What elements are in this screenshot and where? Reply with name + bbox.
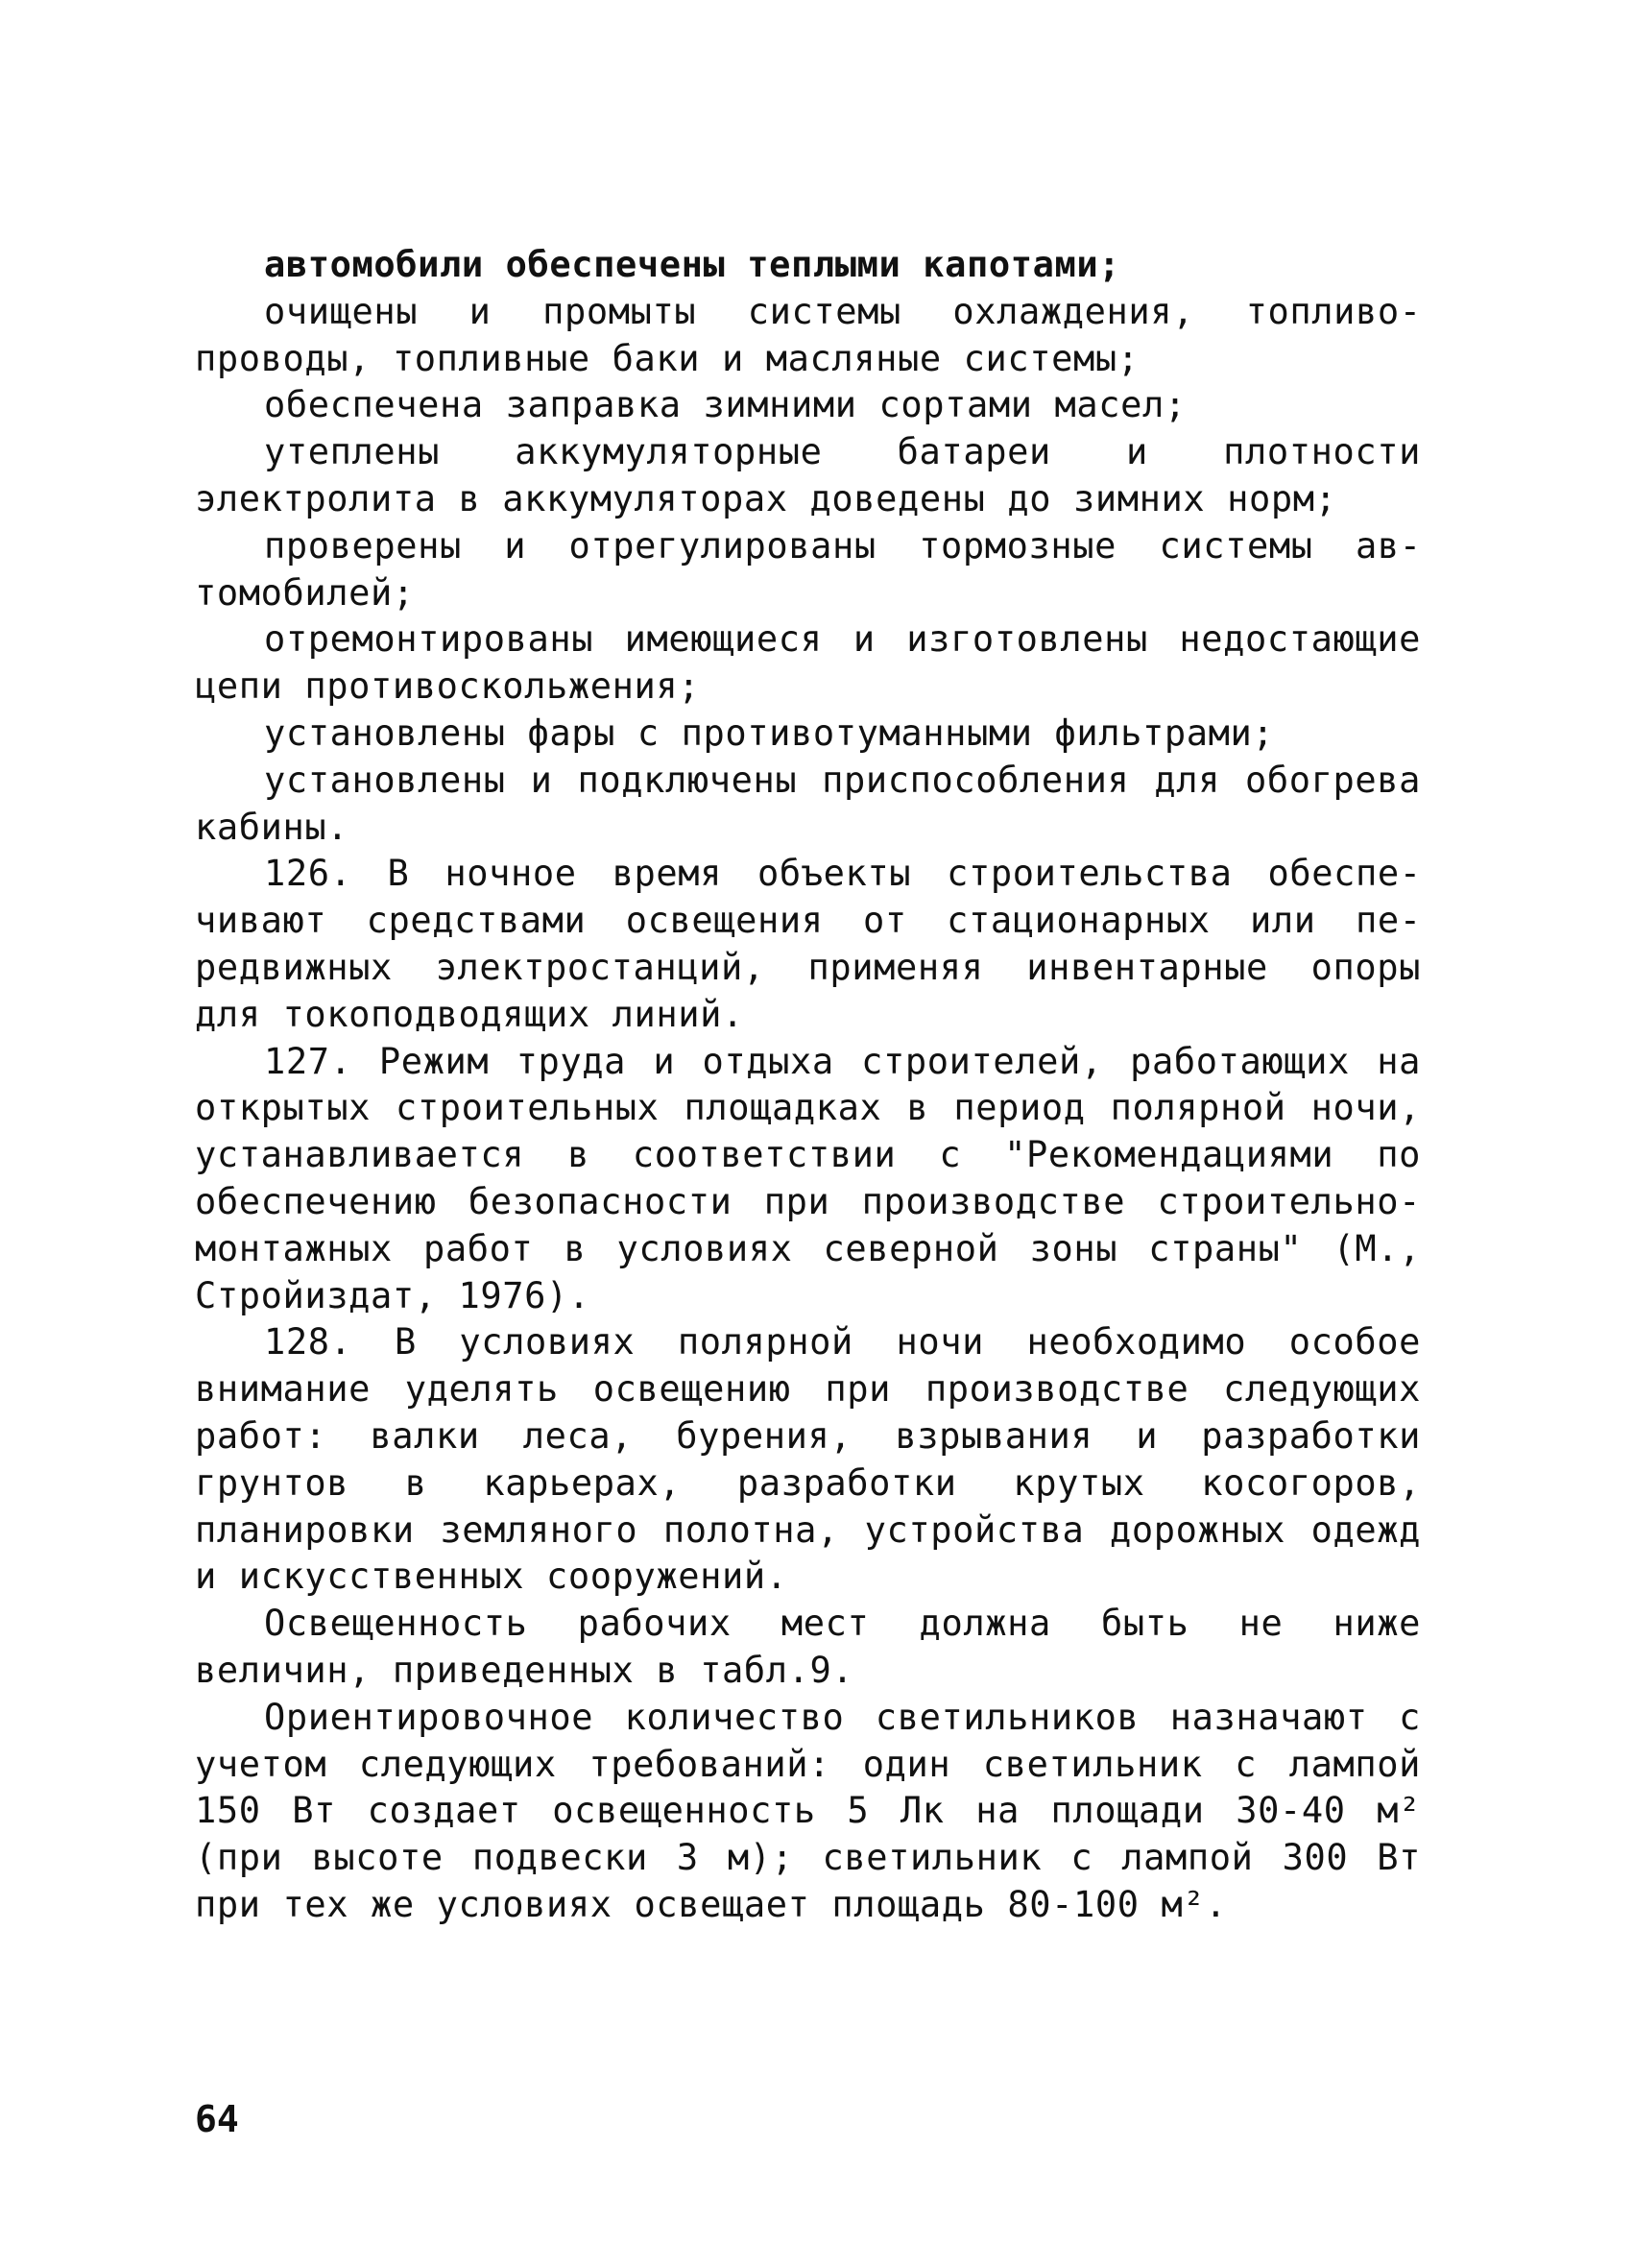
clause-127: 127. Режим труда и отдыха строителей, работающих на открытых строительных площадках в период полярной ночи, устанавливается в соответствии с "Рекомендациями по обеспечению безопасности при производстве строительно-монтажных работ в условиях северной зоны страны" (М., Стройиздат, 1976). bbox=[195, 1040, 1421, 1316]
body-text bbox=[195, 242, 1421, 1929]
clause-128: 128. В условиях полярной ночи необходимо особое внимание уделять освещению при производстве следующих работ: валки леса, бурения, взрывания и разработки грунтов в карьерах, разработки крутых косогоров, планировки земляного полотна, устройства дорожных одежд и искусственных сооружений. bbox=[195, 1321, 1421, 1598]
list-item-hoods: автомобили обеспечены теплыми капотами; bbox=[264, 244, 1121, 285]
clause-126: 126. В ночное время объекты строительства обеспечивают средствами освещения от стационарных или передвижных электростанций, применяя инвентарные опоры для токоподводящих линий. bbox=[195, 853, 1421, 1035]
list-item-cabin-heating: установлены и подключены приспособления для обогрева кабины. bbox=[195, 759, 1421, 848]
list-item-winter-oils: обеспечена заправка зимними сортами масел; bbox=[264, 384, 1187, 426]
list-item-fog-lights: установлены фары с противотуманными фильтрами; bbox=[264, 712, 1275, 754]
list-item-batteries: утеплены аккумуляторные батареи и плотности электролита в аккумуляторах доведены до зимних норм; bbox=[195, 431, 1421, 519]
luminaire-count-guidance: Ориентировочное количество светильников назначают с учетом следующих требований: один светильник с лампой 150 Вт создает освещенность 5 Лк на площади 30-40 м² (при высоте подвески 3 м); светильник с лампой 300 Вт при тех же условиях освещает площадь 80-100 м². bbox=[195, 1696, 1421, 1925]
list-item-cooling-systems: очищены и промыты системы охлаждения, топливопроводы, топливные баки и масляные системы; bbox=[195, 290, 1421, 379]
list-item-brakes: проверены и отрегулированы тормозные системы автомобилей; bbox=[195, 524, 1421, 614]
page-number: 64 bbox=[195, 2098, 239, 2140]
list-item-anti-skid-chains: отремонтированы имеющиеся и изготовлены недостающие цепи противоскольжения; bbox=[195, 618, 1421, 708]
illumination-requirement: Освещенность рабочих мест должна быть не ниже величин, приведенных в табл.9. bbox=[195, 1603, 1421, 1691]
